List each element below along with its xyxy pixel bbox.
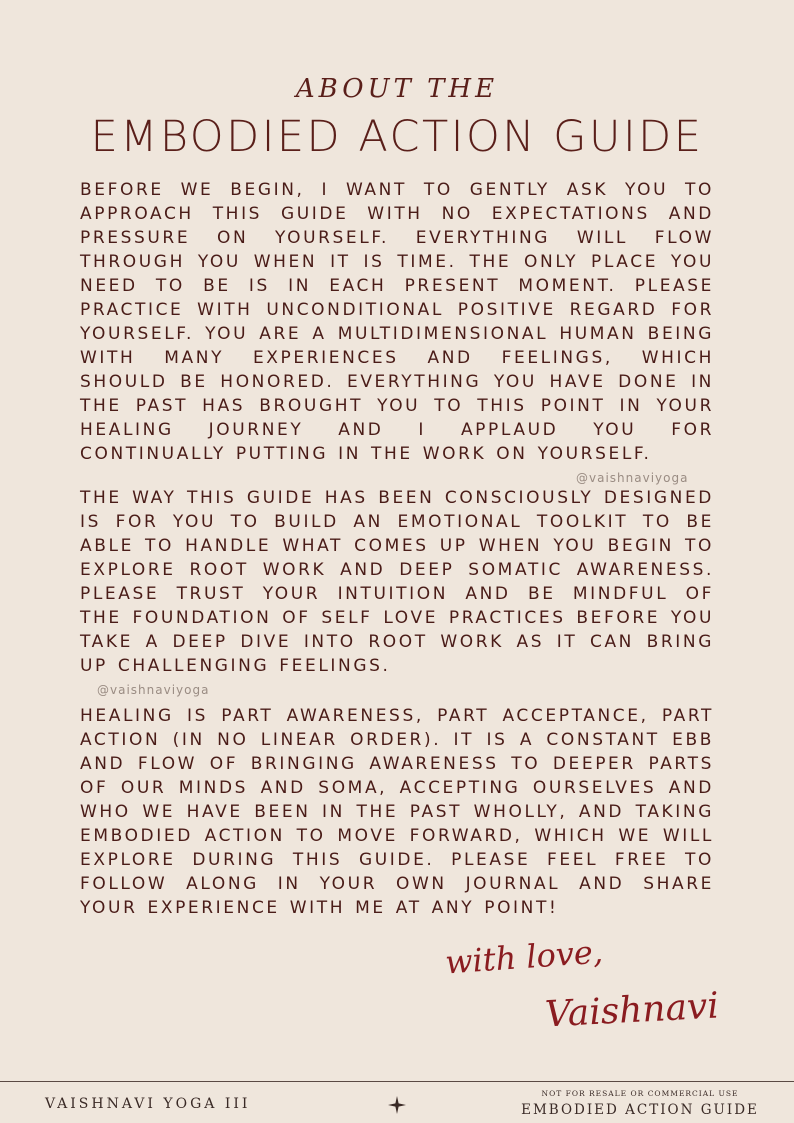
paragraph-healing: HEALING IS PART AWARENESS, PART ACCEPTANCE, PART ACTION (IN NO LINEAR ORDER). IT IS A CONSTANT EBB AND FLOW OF BRINGING AWARENESS TO DEEPER PARTS OF OUR MINDS AND SOMA, ACCEPTING OURSELVES AND WHO WE HAVE BEEN IN THE PAST WHOLLY, AND TAKING EMBODIED ACTION TO MOVE FORWARD, WHICH WE WILL EXPLORE DURING THIS GUIDE. PLEASE FEEL FREE TO FOLLOW ALONG IN YOUR OWN JOURNAL AND SHARE YOUR EXPERIENCE WITH ME AT ANY POINT! [80,706,714,918]
social-handle-watermark: @vaishnaviyoga [576,471,689,485]
eyebrow-heading: ABOUT THE [295,74,499,104]
footer-legal-note: NOT FOR RESALE OR COMMERCIAL USE [541,1089,739,1098]
four-point-star-icon [387,1095,407,1115]
footer-guide-title: EMBODIED ACTION GUIDE [521,1102,759,1118]
signature-name: Vaishnavi [544,985,720,1036]
paragraph-intro: BEFORE WE BEGIN, I WANT TO GENTLY ASK YOU TO APPROACH THIS GUIDE WITH NO EXPECTATIONS AND PRESSURE ON YOURSELF. EVERYTHING WILL FLOW THROUGH YOU WHEN IT IS TIME. THE ONLY PLACE YOU NEED TO BE IS IN EACH PRESENT MOMENT. PLEASE PRACTICE WITH UNCONDITIONAL POSITIVE REGARD FOR YOURSELF. YOU ARE A MULTIDIMENSIONAL HUMAN BEING WITH MANY EXPERIENCES AND FEELINGS, WHICH SHOULD BE HONORED. EVERYTHING YOU HAVE DONE IN THE PAST HAS BROUGHT YOU TO THIS POINT IN YOUR HEALING JOURNEY AND I APPLAUD YOU FOR CONTINUALLY PUTTING IN THE WORK ON YOURSELF. [80,180,714,464]
paragraph-design: THE WAY THIS GUIDE HAS BEEN CONSCIOUSLY DESIGNED IS FOR YOU TO BUILD AN EMOTIONAL TOOLKIT TO BE ABLE TO HANDLE WHAT COMES UP WHEN YOU BEGIN TO EXPLORE ROOT WORK AND DEEP SOMATIC AWARENESS. PLEASE TRUST YOUR INTUITION AND BE MINDFUL OF THE FOUNDATION OF SELF LOVE PRACTICES BEFORE YOU TAKE A DEEP DIVE INTO ROOT WORK AS IT CAN BRING UP CHALLENGING FEELINGS. [80,488,714,676]
social-handle-watermark: @vaishnaviyoga [97,683,210,697]
footer-divider [0,1081,794,1082]
page-title: EMBODIED ACTION GUIDE [90,112,704,162]
signature-closing: with love, [443,932,605,982]
footer-brand: VAISHNAVI YOGA III [45,1096,251,1112]
